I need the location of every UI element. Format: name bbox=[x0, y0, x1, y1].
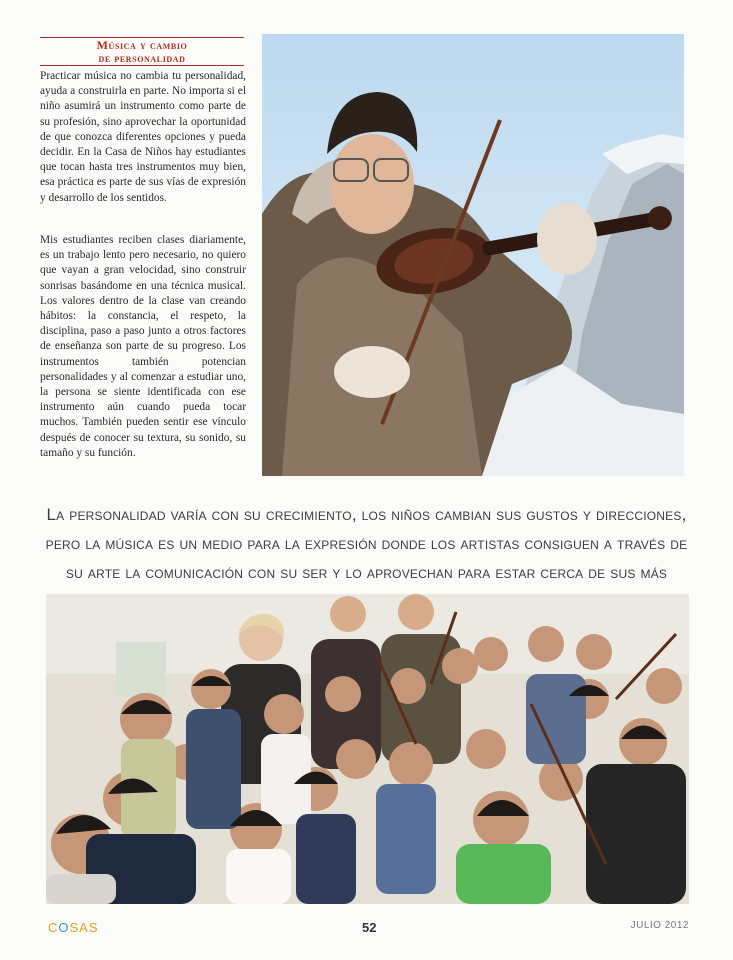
article-paragraph-2: Mis estudiantes reciben clases diariamente, es un trabajo lento pero necesario, no quiero que vayan a gran velocidad, sino construir sonrisas basándome en una técnica musical. Los valores dentro de la clase van creando hábitos: la constancia, el respeto, la disciplina, paso a paso junto a otros factores de enseñanza son parte de su progreso. Los instrumentos también potencian personalidades y al comenzar a estudiar uno, la persona se siente identificada con ese instrumento aún cuando pueda tocar muchos. También pueden sentir ese vínculo después de conocer su textura, su sonido, su tamaño y su función. bbox=[40, 234, 246, 459]
section-heading-line-2: de personalidad bbox=[98, 51, 186, 65]
magazine-logo bbox=[48, 920, 99, 935]
article-paragraph-1: Practicar música no cambia tu personalidad, ayuda a construirla en parte. No importa si el niño asumirá un instrumento como parte de su profesión, sino aprovechar la oportunidad de que conozca diferentes opciones y pueda decidir. En la Casa de Niños hay estudiantes que tocan hasta tres instrumentos muy bien, esa práctica es parte de sus vías de expresión y desarrollo de los sentidos. bbox=[40, 70, 246, 204]
pull-quote: La personalidad varía con su crecimiento, los niños cambian sus gustos y direcciones, pero la música es un medio para la expresión donde los artistas consiguen a través de su arte la comunicación con su ser y lo aprovechan para estar cerca de sus más bbox=[45, 505, 688, 582]
section-heading-line-1: Música y cambio bbox=[96, 38, 188, 52]
section-heading bbox=[40, 37, 244, 66]
violinist-photo bbox=[262, 34, 684, 476]
logo-text-o: O bbox=[58, 920, 70, 935]
issue-date: JULIO 2012 bbox=[630, 920, 689, 931]
logo-text-c: C bbox=[48, 920, 59, 935]
children-group-photo bbox=[46, 594, 689, 904]
logo-text-sas: SAS bbox=[69, 920, 99, 935]
page-number: 52 bbox=[362, 920, 377, 935]
